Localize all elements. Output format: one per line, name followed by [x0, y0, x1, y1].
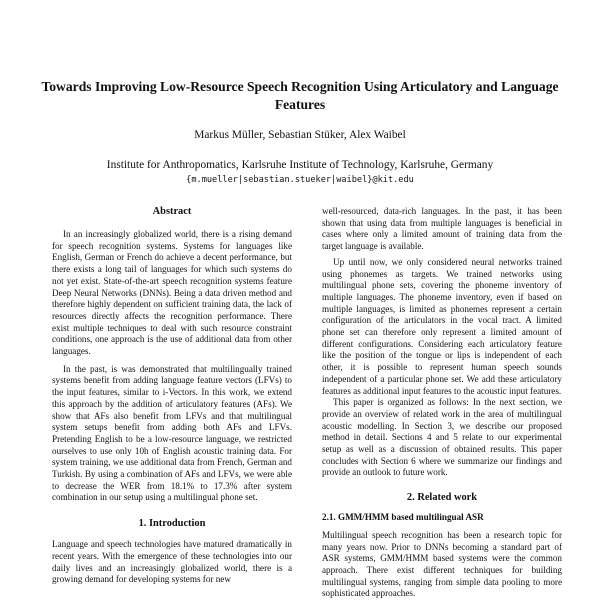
left-column — [52, 205, 292, 600]
paper-authors: Markus Müller, Sebastian Stüker, Alex Waibel — [194, 129, 406, 141]
introduction-paragraph-1: Language and speech technologies have matured dramatically in recent years. With the emergence of these technologies into our daily lives and an increasingly globalized world, there is a growing demand for developing systems for new — [52, 539, 292, 585]
right-column — [322, 206, 562, 600]
introduction-paragraph-1-continued: well-resourced, data-rich languages. In the past, it has been shown that using data from multiple languages is beneficial in cases where only a limited amount of training data from the target language is available. — [322, 206, 562, 252]
introduction-paragraph-2: Up until now, we only considered neural networks trained using phonemes as targets. We trained networks using multilingual phone sets, covering the phoneme inventory of multiple languages. The phoneme inventory, even if based on multiple languages, is limited as phonemes represent a certain configuration of the articulators in the vocal tract. A limited phone set can therefore only represent a limited amount of different configurations. Considering each articulatory feature like the position of the tongue or lips is independent of each other, it is possible to represent human speech sounds independent of a particular phone set. We add these articulatory features as additional input features to the acoustic input features. — [322, 256, 562, 396]
paper-email: {m.mueller|sebastian.stueker|waibel}@kit.edu — [186, 175, 414, 185]
related-work-heading: 2. Related work — [406, 492, 478, 504]
gmm-hmm-subheading: 2.1. GMM/HMM based multilingual ASR — [322, 512, 484, 523]
abstract-paragraph-2: In the past, is was demonstrated that multilingually trained systems benefit from adding language feature vectors (LFVs) to the input features, similar to i-Vectors. In this work, we extend this approach by the addition of articulatory features (AFs). We show that AFs also benefit from LFVs and that multilingual system setups benefit from adding both AFs and LFVs. Pretending English to be a low-resource language, we restricted ourselves to use only 10h of English acoustic training data. For system training, we use additional data from French, German and Turkish. By using a combination of AFs and LFVs, we were able to decrease the WER from 18.1% to 17.3% after system combination in our setup using a multilingual phone set. — [52, 363, 292, 503]
paper-title: Towards Improving Low-Resource Speech Recognition Using Articulatory and Language Features — [41, 79, 559, 112]
abstract-paragraph-1: In an increasingly globalized world, there is a rising demand for speech recognition systems. Systems for languages like English, German or French do achieve a decent performance, but there exists a long tail of languages for which such systems do not yet exist. State-of-the-art speech recognition systems feature Deep Neural Networks (DNNs). Being a data driven method and therefore highly dependent on sufficient training data, the lack of resources directly affects the recognition performance. There exist multiple techniques to deal with such resource constraint conditions, one approach is the use of additional data from other languages. — [52, 229, 292, 357]
related-work-paragraph: Multilingual speech recognition has been a research topic for many years now. Prior to DNNs becoming a standard part of ASR systems, GMM/HMM based systems were the common approach. There exist different techniques for building multilingual systems, ranging from simple data pooling to more sophisticated approaches. — [322, 529, 562, 599]
abstract-heading: Abstract — [152, 206, 192, 217]
paper-affiliation: Institute for Anthropomatics, Karlsruhe Institute of Technology, Karlsruhe, Germany — [106, 159, 494, 171]
introduction-heading: 1. Introduction — [138, 518, 206, 530]
introduction-paragraph-3: This paper is organized as follows: In the next section, we provide an overview of related work in the area of multilingual acoustic modelling. In Section 3, we describe our proposed method in detail. Sections 4 and 5 relate to our experimental setup as well as a discussion of obtained results. This paper concludes with Section 6 where we summarize our findings and provide an outlook to future work. — [322, 397, 562, 478]
